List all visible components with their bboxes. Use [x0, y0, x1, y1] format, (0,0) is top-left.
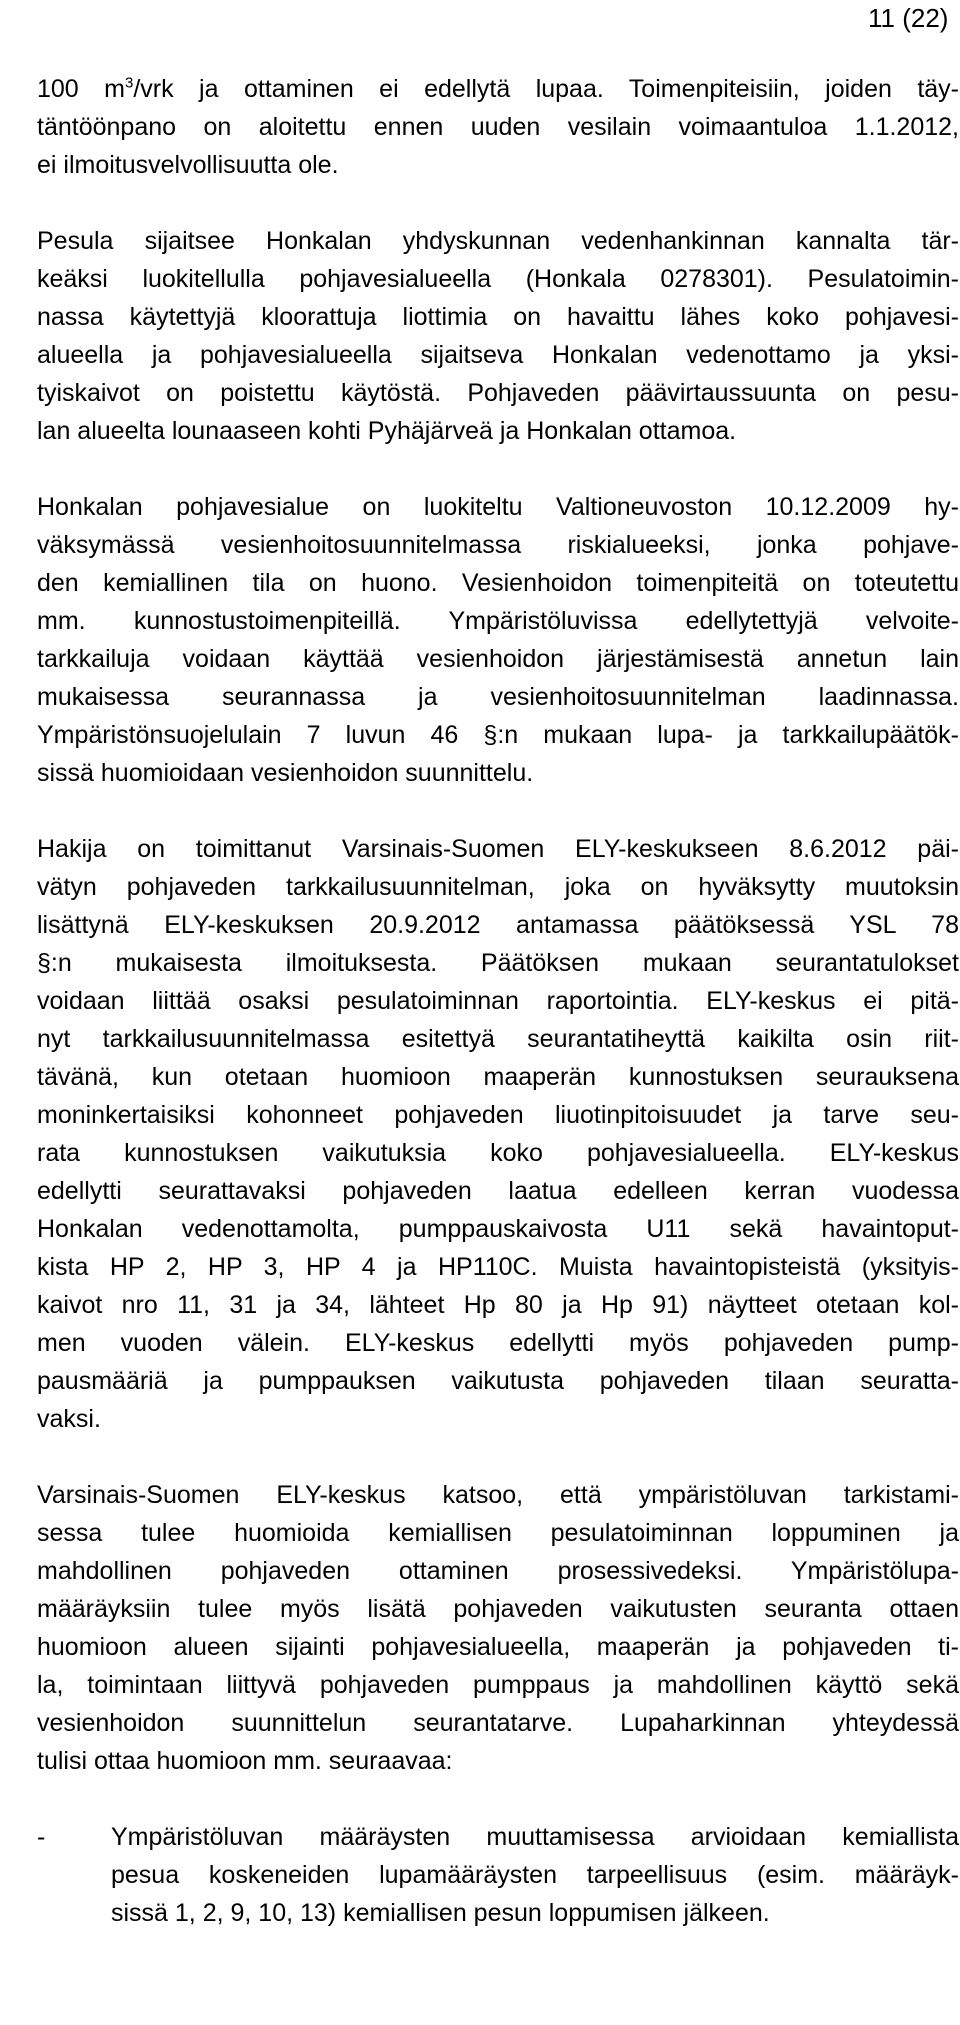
text-line: tarkkailuja voidaan käyttää vesienhoidon järjestämisestä annetun lain — [37, 645, 959, 673]
text-line: Honkalan pohjavesialue on luokiteltu Valtioneuvoston 10.12.2009 hy- — [37, 493, 959, 521]
superscript: 3 — [124, 74, 134, 92]
bullet-dash: - — [37, 1823, 46, 1851]
text-line: Ympäristöluvan määräysten muuttamisessa arvioidaan kemiallista — [111, 1823, 959, 1851]
text-line: men vuoden välein. ELY-keskus edellytti myös pohjaveden pump- — [37, 1329, 959, 1357]
text-line: täntöönpano on aloitettu ennen uuden vesilain voimaantuloa 1.1.2012, — [37, 113, 959, 141]
text-line: Hakija on toimittanut Varsinais-Suomen ELY-keskukseen 8.6.2012 päi- — [37, 835, 959, 863]
text-line: tulisi ottaa huomioon mm. seuraavaa: — [37, 1747, 453, 1775]
text-line: la, toimintaan liittyvä pohjaveden pumppaus ja mahdollinen käyttö sekä — [37, 1671, 959, 1699]
text-line: huomioon alueen sijainti pohjavesialueella, maaperän ja pohjaveden ti- — [37, 1633, 959, 1661]
text-line: Honkalan vedenottamolta, pumppauskaivosta U11 sekä havaintoput- — [37, 1215, 959, 1243]
text-line: Varsinais-Suomen ELY-keskus katsoo, että ympäristöluvan tarkistami- — [37, 1481, 959, 1509]
text-line: kaivot nro 11, 31 ja 34, lähteet Hp 80 ja Hp 91) näytteet otetaan kol- — [37, 1291, 959, 1319]
text-line: §:n mukaisesta ilmoituksesta. Päätöksen mukaan seurantatulokset — [37, 949, 959, 977]
list-item — [37, 1818, 959, 1932]
text-line: kista HP 2, HP 3, HP 4 ja HP110C. Muista havaintopisteistä (yksityis- — [37, 1253, 959, 1281]
text-line: mukaisessa seurannassa ja vesienhoitosuunnitelman laadinnassa. — [37, 683, 959, 711]
document-body — [37, 70, 959, 1932]
text-line: ei ilmoitusvelvollisuutta ole. — [37, 151, 339, 179]
text-line: sessa tulee huomioida kemiallisen pesulatoiminnan loppuminen ja — [37, 1519, 959, 1547]
text-line: väksymässä vesienhoitosuunnitelmassa riskialueeksi, jonka pohjave- — [37, 531, 959, 559]
text-line: 100 $m^3$/vrk ja ottaminen ei edellytä lupaa. Toimenpiteisiin, joiden täy- — [37, 74, 959, 103]
text-line: määräyksiin tulee myös lisätä pohjaveden vaikutusten seuranta ottaen — [37, 1595, 959, 1623]
text-line: rata kunnostuksen vaikutuksia koko pohjavesialueella. ELY-keskus — [37, 1139, 959, 1167]
text-line: vätyn pohjaveden tarkkailusuunnitelman, joka on hyväksytty muutoksin — [37, 873, 959, 901]
text-line: tävänä, kun otetaan huomioon maaperän kunnostuksen seurauksena — [37, 1063, 959, 1091]
text-line: keäksi luokitellulla pohjavesialueella (Honkala 0278301). Pesulatoimin- — [37, 265, 959, 293]
text-line: moninkertaisiksi kohonneet pohjaveden liuotinpitoisuudet ja tarve seu- — [37, 1101, 959, 1129]
paragraph-4 — [37, 830, 959, 1438]
text-line: alueella ja pohjavesialueella sijaitseva Honkalan vedenottamo ja yksi- — [37, 341, 959, 369]
text-line: pausmääriä ja pumppauksen vaikutusta pohjaveden tilaan seuratta- — [37, 1367, 959, 1395]
paragraph-1 — [37, 70, 959, 184]
text-line: sissä 1, 2, 9, 10, 13) kemiallisen pesun loppumisen jälkeen. — [111, 1899, 770, 1927]
text-line: tyiskaivot on poistettu käytöstä. Pohjaveden päävirtaussuunta on pesu- — [37, 379, 959, 407]
text-line: vaksi. — [37, 1405, 101, 1433]
page-number: 11 (22) — [868, 3, 949, 33]
text-line: Ympäristönsuojelulain 7 luvun 46 §:n mukaan lupa- ja tarkkailupäätök- — [37, 721, 959, 749]
text-line: den kemiallinen tila on huono. Vesienhoidon toimenpiteitä on toteutettu — [37, 569, 959, 597]
paragraph-2 — [37, 222, 959, 450]
text-line: lisättynä ELY-keskuksen 20.9.2012 antamassa päätöksessä YSL 78 — [37, 911, 959, 939]
text-line: sissä huomioidaan vesienhoidon suunnittelu. — [37, 759, 534, 787]
text-line: mahdollinen pohjaveden ottaminen prosessivedeksi. Ympäristölupa- — [37, 1557, 959, 1585]
text-line: pesua koskeneiden lupamääräysten tarpeellisuus (esim. määräyk- — [111, 1861, 959, 1889]
text-line: lan alueelta lounaaseen kohti Pyhäjärveä ja Honkalan ottamoa. — [37, 417, 737, 445]
text-line: mm. kunnostustoimenpiteillä. Ympäristöluvissa edellytettyjä velvoite- — [37, 607, 959, 635]
text-line: edellytti seurattavaksi pohjaveden laatua edelleen kerran vuodessa — [37, 1177, 959, 1205]
paragraph-5 — [37, 1476, 959, 1780]
text-line: vesienhoidon suunnittelun seurantatarve. Lupaharkinnan yhteydessä — [37, 1709, 959, 1737]
text-line: Pesula sijaitsee Honkalan yhdyskunnan vedenhankinnan kannalta tär- — [37, 227, 959, 255]
text-line: nassa käytettyjä kloorattuja liottimia on havaittu lähes koko pohjavesi- — [37, 303, 959, 331]
text-line: voidaan liittää osaksi pesulatoiminnan raportointia. ELY-keskus ei pitä- — [37, 987, 959, 1015]
paragraph-3 — [37, 488, 959, 792]
text-line: nyt tarkkailusuunnitelmassa esitettyä seurantatiheyttä kaikilta osin riit- — [37, 1025, 959, 1053]
